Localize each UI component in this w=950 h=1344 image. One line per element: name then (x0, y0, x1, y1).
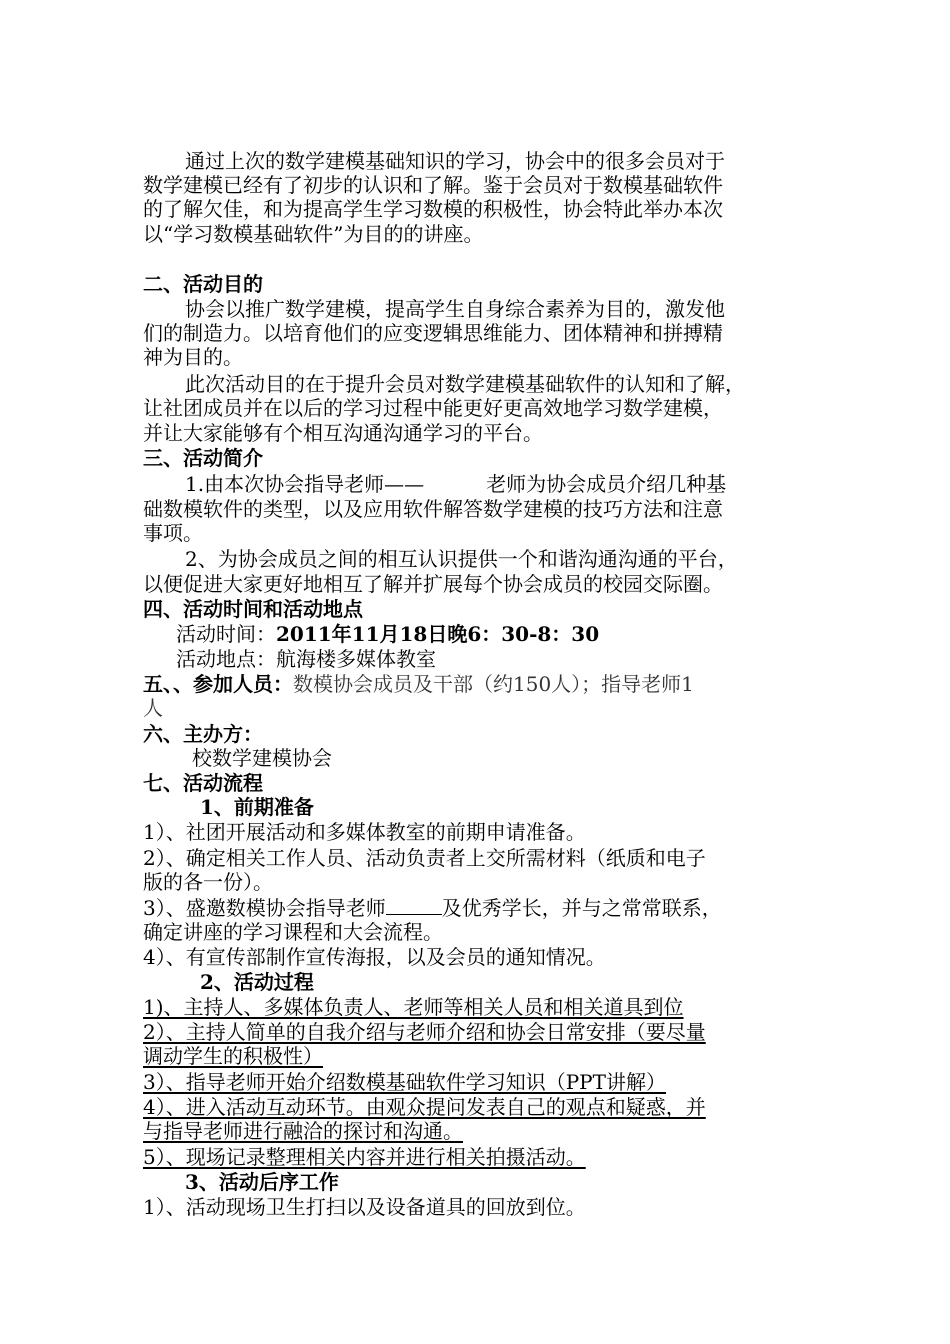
participants-line (143, 672, 694, 696)
intro-section-line: 2、为协会成员之间的相互认识提供一个和谐沟通沟通的平台， (185, 547, 738, 571)
intro-line: 的了解欠佳，和为提高学生学习数模的积极性，协会特此举办本次 (143, 197, 723, 221)
process-item: 5）、现场记录整理相关内容并进行相关拍摄活动。 (143, 1145, 586, 1169)
organizer-name: 校数学建模协会 (192, 746, 332, 770)
section-heading-time-place: 四、活动时间和活动地点 (143, 597, 363, 621)
prep-item-part: 3）、盛邀数模协会指导老师 (143, 896, 386, 920)
section-heading-flow: 七、活动流程 (143, 771, 263, 795)
time-line (176, 622, 599, 646)
purpose-line: 让社团成员并在以后的学习过程中能更好更高效地学习数学建模， (143, 396, 723, 420)
prep-item: 版的各一份）。 (143, 870, 273, 894)
place-line: 活动地点：航海楼多媒体教室 (176, 647, 436, 671)
intro-line: 以“学习数模基础软件”为目的的讲座。 (143, 222, 484, 246)
purpose-line: 协会以推广数学建模，提高学生自身综合素养为目的，激发他 (185, 297, 725, 321)
intro-section-line: 础数模软件的类型，以及应用软件解答数学建模的技巧方法和注意 (143, 497, 723, 521)
purpose-line: 神为目的。 (143, 345, 243, 369)
process-item: 3）、指导老师开始介绍数模基础软件学习知识（PPT讲解） (143, 1070, 666, 1094)
prep-item: 确定讲座的学习课程和大会流程。 (143, 920, 443, 944)
section-heading-organizer: 六、主办方： (143, 722, 263, 746)
purpose-line: 此次活动目的在于提升会员对数学建模基础软件的认知和了解， (185, 372, 745, 396)
participants-text: 数模协会成员及干部（约150人）；指导老师1 (293, 672, 694, 696)
intro-section-line-part: 老师为协会成员介绍几种基 (486, 472, 727, 496)
process-item: 调动学生的积极性） (143, 1044, 323, 1068)
prep-item-part: 及优秀学长，并与之常常联系， (441, 896, 722, 920)
participants-text-cont: 人 (143, 696, 163, 720)
process-item: 4）、进入活动互动环节。由观众提问发表自己的观点和疑惑，并 (143, 1095, 706, 1119)
intro-section-line: 以便促进大家更好地相互了解并扩展每个协会成员的校园交际圈。 (143, 572, 723, 596)
intro-line: 通过上次的数学建模基础知识的学习，协会中的很多会员对于 (185, 149, 725, 173)
intro-section-line (185, 472, 726, 496)
subheading-after: 3、活动后序工作 (185, 1170, 339, 1194)
purpose-line: 们的制造力。以培育他们的应变逻辑思维能力、团体精神和拼搏精 (143, 321, 723, 345)
after-item: 1）、活动现场卫生打扫以及设备道具的回放到位。 (143, 1195, 586, 1219)
intro-section-line: 事项。 (143, 521, 203, 545)
prep-item: 1）、社团开展活动和多媒体教室的前期申请准备。 (143, 820, 586, 844)
process-item: 与指导老师进行融洽的探讨和沟通。 (143, 1119, 463, 1143)
time-label: 活动时间： (176, 622, 276, 646)
section-heading-intro: 三、活动简介 (143, 446, 263, 470)
blank-underline (386, 896, 442, 915)
prep-item: 2）、确定相关工作人员、活动负责者上交所需材料（纸质和电子 (143, 846, 706, 870)
intro-line: 数学建模已经有了初步的认识和了解。鉴于会员对于数模基础软件 (143, 173, 723, 197)
section-heading-purpose: 二、活动目的 (143, 272, 263, 296)
time-value: 2011年11月18日晚6：30-8：30 (276, 622, 600, 646)
subheading-process: 2、活动过程 (200, 970, 314, 994)
process-item: 1)、主持人、多媒体负责人、老师等相关人员和相关道具到位 (143, 995, 684, 1019)
subheading-prep: 1、前期准备 (200, 795, 314, 819)
prep-item: 4）、有宣传部制作宣传海报，以及会员的通知情况。 (143, 945, 606, 969)
process-item: 2）、主持人简单的自我介绍与老师介绍和协会日常安排（要尽量 (143, 1020, 706, 1044)
intro-section-line-part: 1.由本次协会指导老师—— (185, 472, 425, 496)
purpose-line: 并让大家能够有个相互沟通沟通学习的平台。 (143, 421, 543, 445)
section-heading-participants: 五、、参加人员： (143, 672, 293, 696)
prep-item (143, 896, 722, 920)
